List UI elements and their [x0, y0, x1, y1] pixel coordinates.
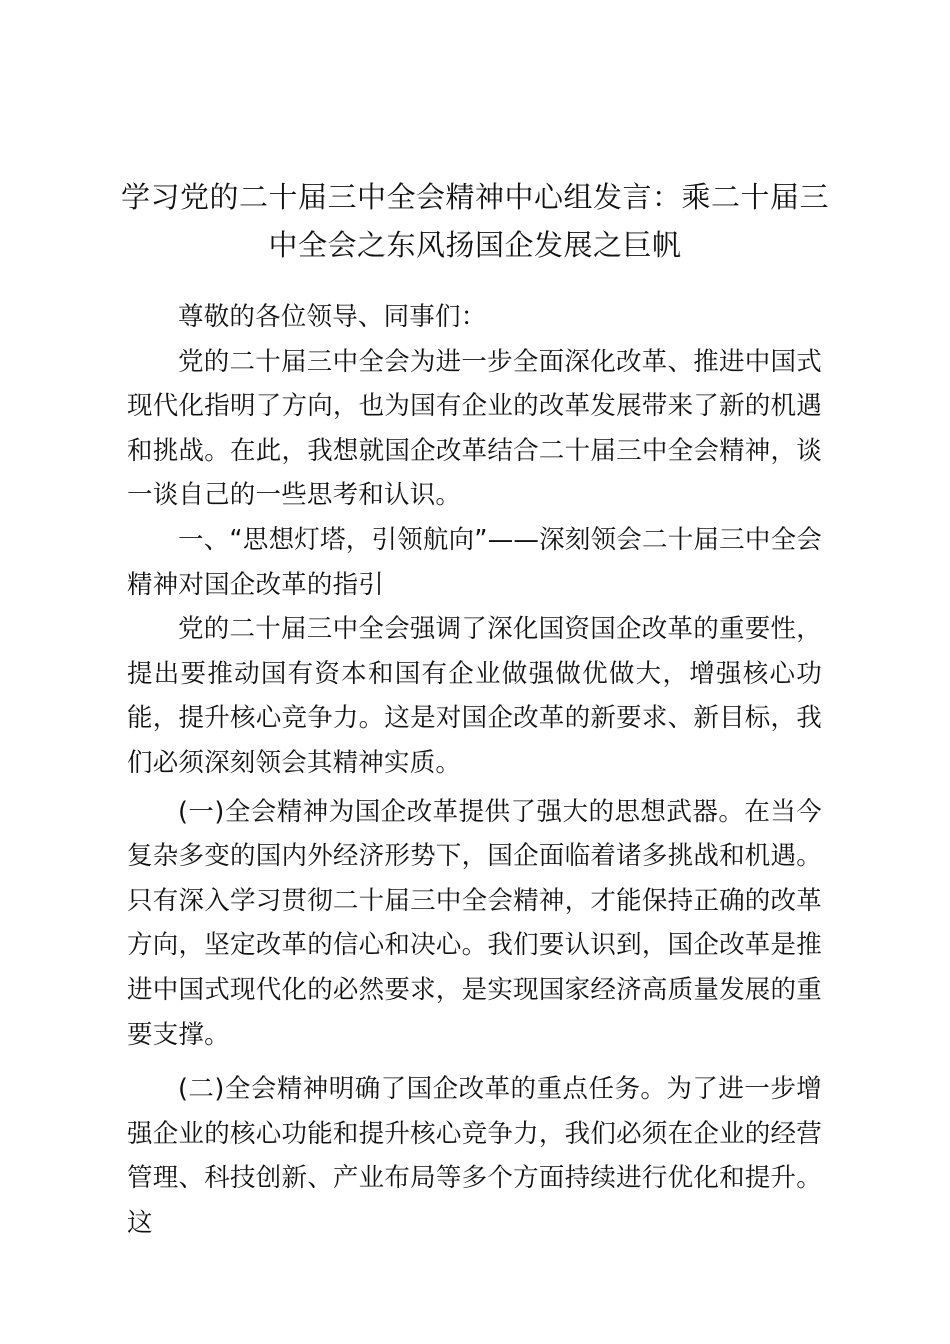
subsection-paragraph-1: (一)全会精神为国企改革提供了强大的思想武器。在当今复杂多变的国内外经济形势下，国企面临着诸多挑战和机遇。只有深入学习贯彻二十届三中全会精神，才能保持正确的改革方向，坚定改革的信心和决心。我们要认识到，国企改革是推进中国式现代化的必然要求，是实现国家经济高质量发展的重要支撑。 — [127, 796, 822, 1050]
salutation-paragraph: 尊敬的各位领导、同事们： — [178, 302, 487, 332]
intro-paragraph: 党的二十届三中全会为进一步全面深化改革、推进中国式现代化指明了方向，也为国有企业的改革发展带来了新的机遇和挑战。在此，我想就国企改革结合二十届三中全会精神，谈一谈自己的一些思考和认识。 — [127, 346, 822, 511]
subsection-paragraph-2: (二)全会精神明确了国企改革的重点任务。为了进一步增强企业的核心功能和提升核心竞争力，我们必须在企业的经营管理、科技创新、产业布局等多个方面持续进行优化和提升。这 — [127, 1074, 822, 1238]
document-body — [127, 295, 822, 1245]
document-title — [120, 173, 830, 269]
body-paragraph: 党的二十届三中全会强调了深化国资国企改革的重要性，提出要推动国有资本和国有企业做强做优做大，增强核心功能，提升核心竞争力。这是对国企改革的新要求、新目标，我们必须深刻领会其精神实质。 — [127, 614, 822, 778]
title-line-2: 中全会之东风扬国企发展之巨帆 — [268, 228, 682, 262]
title-line-1: 学习党的二十届三中全会精神中心组发言：乘二十届三 — [120, 180, 829, 214]
section-heading-1: 一、“思想灯塔，引领航向”——深刻领会二十届三中全会精神对国企改革的指引 — [127, 524, 822, 600]
